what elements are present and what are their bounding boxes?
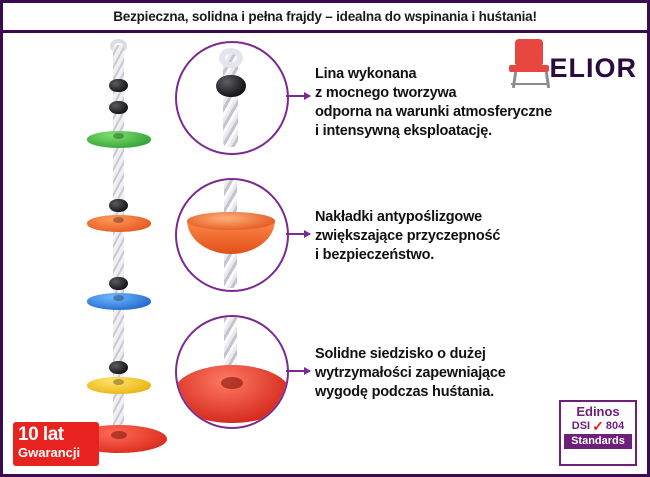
callout-text-2: [315, 208, 645, 265]
grip-disc-blue: [87, 293, 151, 310]
callout-line: Lina wykonana: [315, 66, 417, 82]
certificate-code-row: [561, 420, 635, 432]
callout-line: Solidne siedzisko o dużej: [315, 346, 486, 362]
header-banner: [3, 3, 647, 33]
red-swing-seat-icon: [175, 365, 289, 423]
callout-line: Nakładki antypoślizgowe: [315, 209, 483, 225]
callout-image-rope: [175, 41, 289, 155]
callout-line: i bezpieczeństwo.: [315, 247, 435, 264]
callout-line: z mocnego tworzywa: [315, 85, 457, 102]
callout-line: wygodę podczas huśtania.: [315, 384, 494, 401]
rope-knot-icon: [216, 75, 246, 97]
callout-connector-2: [286, 233, 310, 235]
callout-line: i intensywną eksploatację.: [315, 123, 492, 140]
header-title: Bezpieczna, solidna i pełna frajdy – idealna do wspinania i huśtania!: [113, 9, 537, 24]
callout-line: zwiększające przyczepność: [315, 228, 501, 245]
rope-knot-icon: [109, 361, 128, 374]
rope-knot-icon: [109, 277, 128, 290]
check-icon: ✓: [592, 418, 604, 434]
certificate-standards: Standards: [564, 434, 632, 449]
rope-knot-icon: [109, 101, 128, 114]
callout-text-3: [315, 345, 645, 402]
certificate-dsi: DSI: [571, 420, 591, 432]
callout-line: wytrzymałości zapewniające: [315, 365, 506, 382]
warranty-label: Gwarancji: [18, 445, 81, 460]
callout-text-1: [315, 65, 645, 142]
callout-image-grip: [175, 178, 289, 292]
rope-knot-icon: [109, 199, 128, 212]
callout-connector-1: [286, 95, 310, 97]
certificate-name: Edinos: [576, 404, 620, 419]
callout-connector-3: [286, 370, 310, 372]
rope-knot-icon: [109, 79, 128, 92]
warranty-years: 10 lat: [18, 424, 64, 445]
callout-line: odporna na warunki atmosferyczne: [315, 104, 552, 121]
grip-disc-green: [87, 131, 151, 148]
climbing-rope-icon: [65, 39, 175, 459]
certificate-badge: [559, 400, 637, 466]
callout-image-seat: [175, 315, 289, 429]
grip-disc-yellow: [87, 377, 151, 394]
grip-disc-orange: [87, 215, 151, 232]
warranty-badge: [13, 422, 99, 466]
brand-name: ELIOR: [549, 53, 637, 83]
certificate-number: 804: [605, 420, 625, 432]
